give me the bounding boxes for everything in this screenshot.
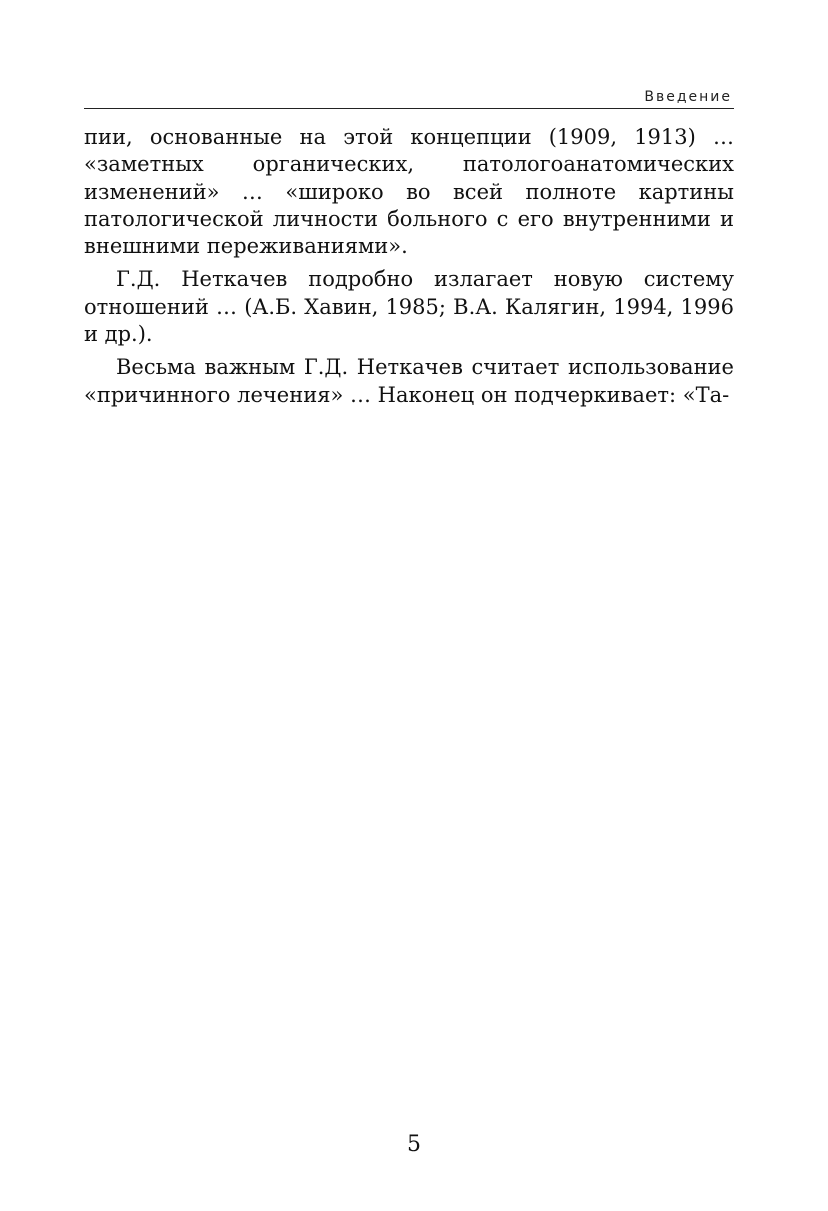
page-number: 5 xyxy=(407,1132,421,1157)
header-rule xyxy=(84,108,734,109)
running-head: Введение xyxy=(644,89,732,105)
paragraph-1: пии, основанные на этой концепции (1909, 1913) … «заметных органических, патологоанатомических изменений» … «широко во всей полноте картины патологической личности больного с его внутренними и внешними переживаниями». xyxy=(84,125,734,259)
paragraph-2: Г.Д. Неткачев подробно излагает новую систему отношений … (А.Б. Хавин, 1985; В.А. Калягин, 1994, 1996 и др.). xyxy=(84,267,734,347)
paragraph-3: Весьма важным Г.Д. Неткачев считает использование «причинного лечения» … Наконец он подчеркивает: «Та- xyxy=(84,355,734,407)
body-text xyxy=(84,124,734,409)
